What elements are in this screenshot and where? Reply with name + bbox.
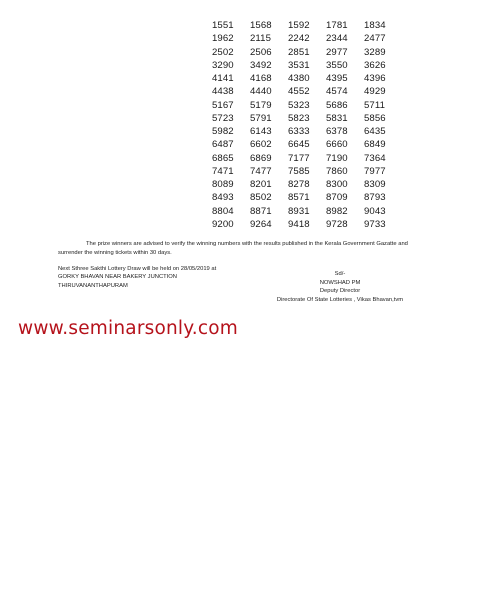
winning-number: 8871 bbox=[250, 205, 272, 217]
winning-number: 5179 bbox=[250, 99, 272, 111]
signatory-office: Directorate Of State Lotteries , Vikas Bhavan,tvm bbox=[276, 296, 404, 303]
winning-number: 2115 bbox=[250, 33, 272, 45]
winning-number: 1592 bbox=[288, 20, 310, 31]
winning-number: 7471 bbox=[212, 165, 234, 177]
winning-number: 1834 bbox=[364, 20, 386, 31]
winning-number: 5723 bbox=[212, 112, 234, 124]
winning-number: 3289 bbox=[364, 46, 386, 58]
winning-number: 7977 bbox=[364, 165, 386, 177]
next-draw-venue: GORKY BHAVAN NEAR BAKERY JUNCTION bbox=[58, 274, 177, 281]
winning-number: 6378 bbox=[326, 126, 348, 137]
winning-number: 8804 bbox=[212, 205, 234, 217]
winning-number: 3626 bbox=[364, 59, 386, 71]
winning-numbers-grid bbox=[212, 19, 402, 231]
winning-number: 4168 bbox=[250, 73, 272, 84]
winning-number: 7177 bbox=[288, 152, 310, 164]
winning-number: 6487 bbox=[212, 139, 234, 151]
next-draw-line-1: Next Sthree Sakthi Lottery Draw will be held on 28/05/2019 at bbox=[58, 266, 217, 272]
winning-number: 4929 bbox=[364, 86, 386, 98]
winning-number: 5856 bbox=[364, 112, 386, 124]
winning-number: 9418 bbox=[288, 218, 310, 230]
winning-number: 1962 bbox=[212, 33, 234, 45]
winning-number: 8502 bbox=[250, 192, 272, 204]
winning-number: 8309 bbox=[364, 179, 386, 190]
winning-number: 2344 bbox=[326, 33, 348, 45]
winning-number: 9733 bbox=[364, 218, 386, 230]
winning-number: 4395 bbox=[326, 73, 348, 84]
winning-number: 1551 bbox=[212, 20, 234, 31]
winning-number: 9264 bbox=[250, 218, 272, 230]
winning-number: 3492 bbox=[250, 59, 272, 71]
winning-number: 9043 bbox=[364, 205, 386, 217]
winning-number: 6869 bbox=[250, 152, 272, 164]
winning-number: 6645 bbox=[288, 139, 310, 151]
winning-number: 4552 bbox=[288, 86, 310, 98]
winning-number: 4440 bbox=[250, 86, 272, 98]
winning-number: 4574 bbox=[326, 86, 348, 98]
winning-number: 8278 bbox=[288, 179, 310, 190]
winning-number: 5791 bbox=[250, 112, 272, 124]
winning-number: 6865 bbox=[212, 152, 234, 164]
winning-number: 8300 bbox=[326, 179, 348, 190]
winning-number: 8571 bbox=[288, 192, 310, 204]
winning-number: 1781 bbox=[326, 20, 348, 31]
signature-block bbox=[250, 270, 430, 304]
winning-number: 4396 bbox=[364, 73, 386, 84]
winning-number: 5711 bbox=[364, 99, 386, 111]
winning-number: 8493 bbox=[212, 192, 234, 204]
winning-number: 4438 bbox=[212, 86, 234, 98]
winning-number: 6333 bbox=[288, 126, 310, 137]
winning-number: 6602 bbox=[250, 139, 272, 151]
winning-number: 7364 bbox=[364, 152, 386, 164]
winning-number: 2477 bbox=[364, 33, 386, 45]
winning-number: 9200 bbox=[212, 218, 234, 230]
next-draw-info bbox=[58, 265, 216, 290]
winning-number: 5982 bbox=[212, 126, 234, 137]
winning-number: 3531 bbox=[288, 59, 310, 71]
winning-number: 8793 bbox=[364, 192, 386, 204]
winning-number: 7477 bbox=[250, 165, 272, 177]
winning-number: 6849 bbox=[364, 139, 386, 151]
signatory-name: NOWSHAD PM bbox=[319, 279, 361, 286]
winning-number: 7860 bbox=[326, 165, 348, 177]
winning-number: 5823 bbox=[288, 112, 310, 124]
winning-number: 6435 bbox=[364, 126, 386, 137]
winning-number: 7190 bbox=[326, 152, 348, 164]
winning-number: 6143 bbox=[250, 126, 272, 137]
winning-number: 1568 bbox=[250, 20, 272, 31]
signatory-designation: Deputy Director bbox=[319, 288, 361, 295]
winning-number: 8201 bbox=[250, 179, 272, 190]
winning-number: 5167 bbox=[212, 99, 234, 111]
winning-number: 2977 bbox=[326, 46, 348, 58]
winning-number: 5323 bbox=[288, 99, 310, 111]
winning-number: 2506 bbox=[250, 46, 272, 58]
winning-number: 8982 bbox=[326, 205, 348, 217]
winning-number: 7585 bbox=[288, 165, 310, 177]
winning-number: 2242 bbox=[288, 33, 310, 45]
winning-number: 3550 bbox=[326, 59, 348, 71]
winning-number: 8931 bbox=[288, 205, 310, 217]
winning-number: 2851 bbox=[288, 46, 310, 58]
winning-number: 3290 bbox=[212, 59, 234, 71]
winning-number: 4141 bbox=[212, 73, 234, 84]
next-draw-city: THIRUVANANTHAPURAM bbox=[58, 282, 128, 289]
winning-number: 5686 bbox=[326, 99, 348, 111]
winning-number: 8089 bbox=[212, 179, 234, 190]
winning-number: 9728 bbox=[326, 218, 348, 230]
verification-notice: The prize winners are advised to verify the winning numbers with the results published in the Kerala Government Gazatte and surrender the winning tickets within 30 days. bbox=[58, 241, 408, 256]
signature-sd: Sd/- bbox=[334, 271, 346, 277]
winning-number: 8709 bbox=[326, 192, 348, 204]
winning-number: 5831 bbox=[326, 112, 348, 124]
winning-number: 2502 bbox=[212, 46, 234, 58]
website-watermark-link[interactable]: www.seminarsonly.com bbox=[18, 318, 238, 339]
winning-number: 4380 bbox=[288, 73, 310, 84]
winning-number: 6660 bbox=[326, 139, 348, 151]
